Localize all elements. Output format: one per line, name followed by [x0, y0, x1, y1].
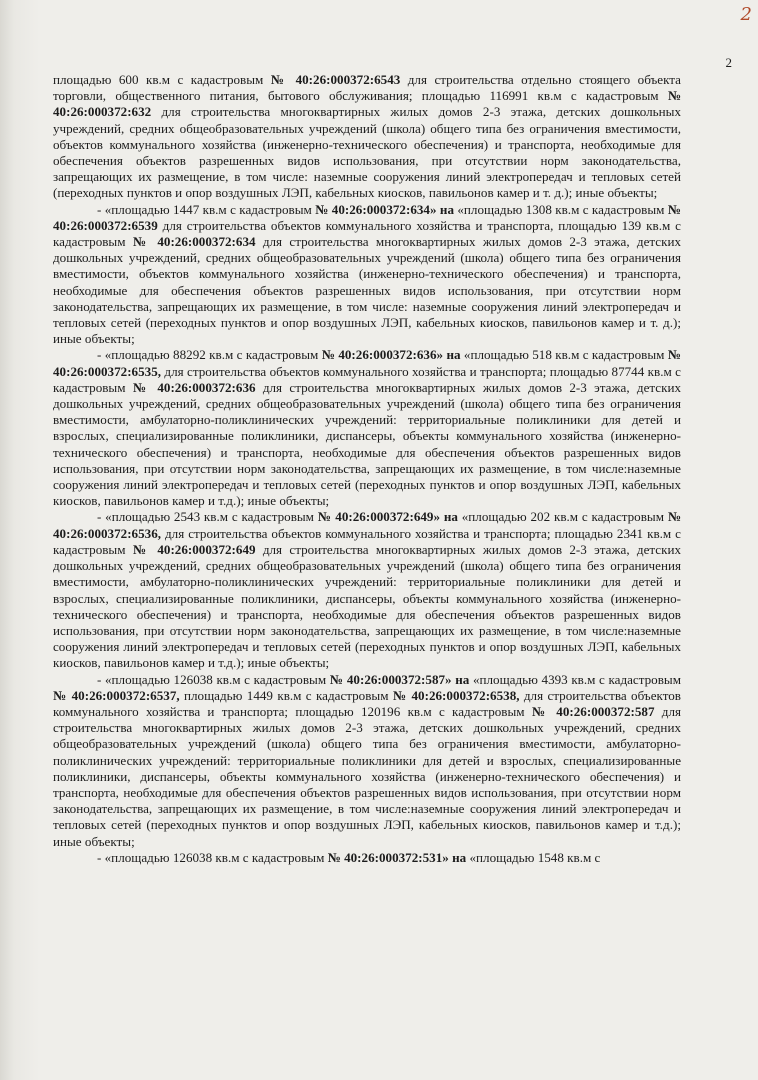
list-item-parcel-636	[53, 347, 681, 509]
text-run: для строительства многоквартирных жилых домов 2-3 этажа, детских дошкольных учреждений, средних общеобразовательных учреждений (школа) общего типа без ограничения вместимости, объектов коммунального хозяйства (инженерно-технического обеспечения) и транспорта, необходимые для обеспечения объектов разрешенных видов использования, при отсутствии норм законодательства, запрещающих их размещение, в том числе: наземные сооружения линий электропередач и тепловых сетей (переходных пунктов и опор воздушных ЛЭП, кабельных киосков, павильонов камер и т. д.); иные объекты;	[53, 234, 681, 347]
text-run: «площадью 518 кв.м с кадастровым	[460, 347, 668, 363]
bold-text-run: № 40:26:000372:632	[53, 88, 681, 120]
document-body	[53, 72, 681, 866]
bold-text-run: № 40:26:000372:634	[132, 234, 256, 250]
text-run: «площадью 4393 кв.м с кадастровым	[469, 671, 681, 687]
bold-text-run: № 40:26:000372:6543	[270, 72, 401, 87]
handwritten-page-mark: 2	[740, 4, 752, 25]
text-run: для строительства объектов коммунального хозяйства и транспорта, площадью 139 кв.м с кадастровым	[53, 217, 681, 250]
list-item-parcel-634	[53, 202, 681, 348]
bold-text-run: на	[455, 671, 470, 687]
bold-text-run: № 40:26:000372:649»	[317, 509, 441, 525]
text-run: для строительства объектов коммунального хозяйства и транспорта; площадью 2341 кв.м с кадастровым	[53, 525, 681, 557]
text-run: «площадью 1308 кв.м с кадастровым	[454, 201, 668, 217]
text-run: - «площадью 126038 кв.м с кадастровым	[97, 671, 330, 687]
bold-text-run: № 40:26:000372:6535,	[53, 347, 681, 379]
text-run: «площадью 202 кв.м с кадастровым	[457, 509, 668, 525]
text-run: - «площадью 2543 кв.м с кадастровым	[97, 509, 318, 525]
text-run: для строительства отдельно стоящего объекта торговли, общественного питания, бытового обслуживания; площадью 116991 кв.м с кадастровым	[53, 72, 681, 104]
bold-text-run: № 40:26:000372:587	[531, 703, 655, 719]
text-run: для строительства многоквартирных жилых домов 2-3 этажа, детских дошкольных учреждений, средних общеобразовательных учреждений (школа) общего типа без ограничения вместимости, амбулаторно-поликлинических учреждений: территориальные поликлиники для детей и взрослых, специализированные поликлиники, диспансеры, объекты коммунального хозяйства (инженерно-технического обеспечения) и транспорта, необходимые для обеспечения объектов разрешенных видов использования, при отсутствии норм законодательства, запрещающих их размещение, в том числе:наземные сооружения линий электропередач и тепловых сетей (переходных пунктов и опор воздушных ЛЭП, кабельных киосков, павильонов камер и т.д.); иные объекты;	[53, 703, 682, 849]
text-run: для строительства многоквартирных жилых домов 2-3 этажа, детских дошкольных учреждений, средних общеобразовательных учреждений (школа) общего типа без ограничения вместимости, амбулаторно-поликлинических учреждений: территориальные поликлиники для детей и взрослых, специализированные поликлиники, диспансеры, объекты коммунального хозяйства (инженерно-технического обеспечения) и транспорта, необходимые для обеспечения объектов разрешенных видов использования, при отсутствии норм законодательства, запрещающих их размещение, в том числе:наземные сооружения линий электропередач и тепловых сетей (переходных пунктов и опор воздушных ЛЭП, кабельных киосков, павильонов камер и т.д.); иные объекты;	[53, 379, 681, 509]
bold-text-run: № 40:26:000372:649	[132, 541, 256, 557]
bold-text-run: № 40:26:000372:531»	[327, 849, 449, 865]
bold-text-run: № 40:26:000372:6539	[53, 201, 681, 233]
text-run: - «площадью 126038 кв.м с кадастровым	[97, 849, 328, 865]
bold-text-run: на	[443, 509, 458, 525]
bold-text-run: № 40:26:000372:6536,	[53, 509, 681, 541]
bold-text-run: на	[439, 201, 454, 217]
bold-text-run: на	[446, 347, 461, 363]
bold-text-run: № 40:26:000372:636	[132, 379, 256, 395]
text-run: для строительства объектов коммунального хозяйства и транспорта; площадью 120196 кв.м с кадастровым	[53, 687, 681, 719]
bold-text-run: № 40:26:000372:6538,	[392, 687, 520, 703]
list-item-parcel-587	[53, 672, 681, 850]
text-run: - «площадью 88292 кв.м с кадастровым	[97, 347, 322, 363]
list-item-parcel-649	[53, 509, 681, 671]
list-item-parcel-531	[53, 850, 681, 866]
bold-text-run: № 40:26:000372:587»	[329, 671, 452, 687]
bold-text-run: № 40:26:000372:636»	[321, 347, 444, 363]
bold-text-run: № 40:26:000372:6537,	[53, 687, 180, 703]
text-run: площадью 600 кв.м с кадастровым	[53, 72, 271, 87]
text-run: для строительства многоквартирных жилых домов 2-3 этажа, детских дошкольных учреждений, средних общеобразовательных учреждений (школа) общего типа без ограничения вместимости, амбулаторно-поликлинических учреждений: территориальные поликлиники для детей и взрослых, специализированные поликлиники, диспансеры, объекты коммунального хозяйства (инженерно-технического обеспечения) и транспорта, необходимые для обеспечения объектов разрешенных видов использования, при отсутствии норм законодательства, запрещающих их размещение, в том числе:наземные сооружения линий электропередач и тепловых сетей (переходных пунктов и опор воздушных ЛЭП, кабельных киосков, павильонов камер и т.д.); иные объекты;	[53, 541, 681, 671]
bold-text-run: № 40:26:000372:634»	[315, 201, 437, 217]
text-run: площадью 1449 кв.м с кадастровым	[179, 687, 393, 703]
text-run: «площадью 1548 кв.м с	[466, 849, 601, 865]
page-number: 2	[725, 55, 732, 70]
paragraph-continuation	[53, 72, 681, 202]
bold-text-run: на	[452, 849, 467, 865]
text-run: для строительства объектов коммунального хозяйства и транспорта; площадью 87744 кв.м с кадастровым	[53, 363, 681, 395]
text-run: - «площадью 1447 кв.м с кадастровым	[97, 201, 316, 217]
text-run: для строительства многоквартирных жилых домов 2-3 этажа, детских дошкольных учреждений, средних общеобразовательных учреждений (школа) общего типа без ограничения вместимости, объектов коммунального хозяйства (инженерно-технического обеспечения) и транспорта, необходимые для обеспечения объектов разрешенных видов использования, при отсутствии норм законодательства, запрещающих их размещение, в том числе: наземные сооружения линий электропередач и тепловых сетей (переходных пунктов и опор воздушных ЛЭП, кабельных киосков, павильонов камер и т. д.); иные объекты;	[53, 104, 681, 201]
